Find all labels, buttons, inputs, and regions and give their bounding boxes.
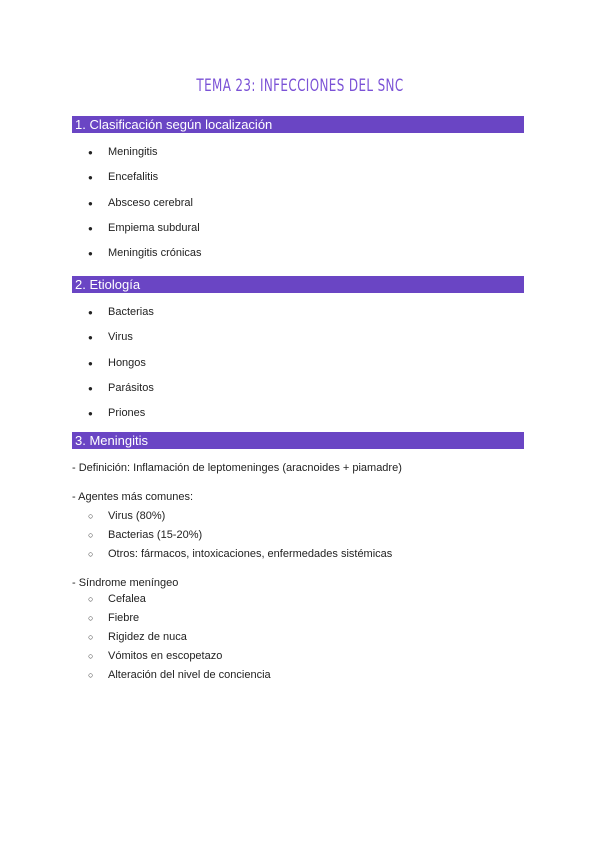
section-heading-clasificacion: 1. Clasificación según localización bbox=[72, 116, 524, 133]
etiologia-list bbox=[0, 305, 154, 431]
clasificacion-list bbox=[0, 145, 202, 271]
list-item: ○ Alteración del nivel de conciencia bbox=[0, 668, 271, 687]
list-item: ○ Cefalea bbox=[0, 592, 271, 611]
list-item: ● Bacterias bbox=[0, 305, 154, 330]
agents-label: - Agentes más comunes: bbox=[72, 491, 194, 503]
definition-text: - Definición: Inflamación de leptomeninges (aracnoides + piamadre) bbox=[72, 462, 402, 474]
list-item: ● Meningitis bbox=[0, 145, 202, 170]
list-item: ○ Rigidez de nuca bbox=[0, 630, 271, 649]
syndrome-label: - Síndrome meníngeo bbox=[72, 577, 179, 589]
list-item: ● Empiema subdural bbox=[0, 221, 202, 246]
list-item: ○ Bacterias (15-20%) bbox=[0, 528, 392, 547]
syndrome-list bbox=[0, 592, 271, 687]
list-item: ● Parásitos bbox=[0, 381, 154, 406]
list-item: ● Encefalitis bbox=[0, 170, 202, 195]
section-heading-etiologia: 2. Etiología bbox=[72, 276, 524, 293]
list-item: ● Virus bbox=[0, 330, 154, 355]
section-heading-meningitis: 3. Meningitis bbox=[72, 432, 524, 449]
list-item: ● Priones bbox=[0, 406, 154, 431]
list-item: ○ Virus (80%) bbox=[0, 509, 392, 528]
list-item: ○ Otros: fármacos, intoxicaciones, enfermedades sistémicas bbox=[0, 547, 392, 566]
list-item: ● Absceso cerebral bbox=[0, 196, 202, 221]
list-item: ○ Fiebre bbox=[0, 611, 271, 630]
page-title: TEMA 23: INFECCIONES DEL SNC bbox=[196, 76, 404, 96]
list-item: ● Hongos bbox=[0, 356, 154, 381]
list-item: ○ Vómitos en escopetazo bbox=[0, 649, 271, 668]
agents-list bbox=[0, 509, 392, 566]
list-item: ● Meningitis crónicas bbox=[0, 246, 202, 271]
